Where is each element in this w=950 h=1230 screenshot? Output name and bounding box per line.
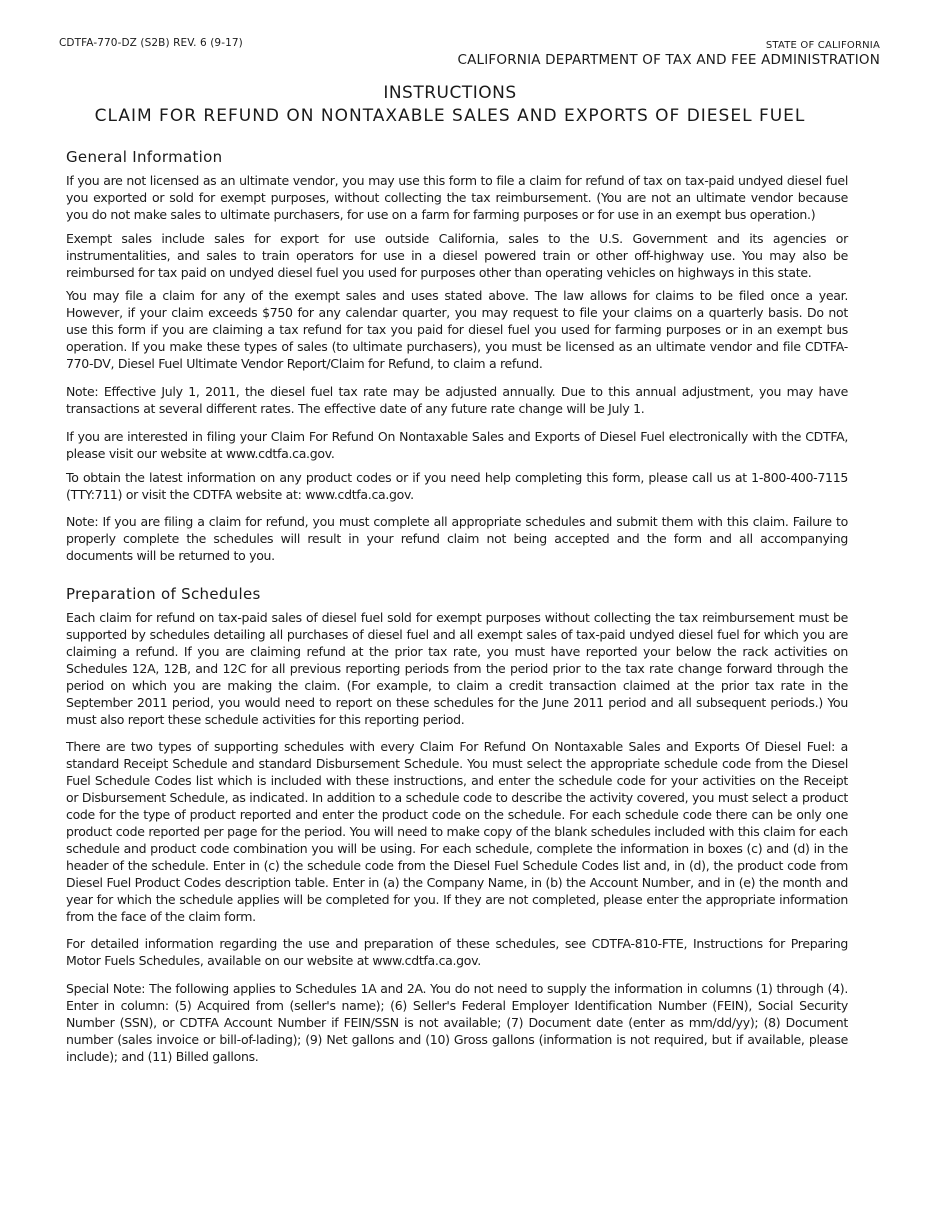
state-label: STATE OF CALIFORNIA (765, 40, 880, 51)
paragraph: If you are interested in filing your Claim For Refund On Nontaxable Sales and Exports of Diesel Fuel electronically with the CDTFA, please visit our website at www.cdtfa.ca.gov. (66, 428, 848, 461)
form-id: CDTFA-770-DZ (S2B) REV. 6 (9-17) (59, 37, 243, 49)
title-line-1: INSTRUCTIONS (383, 83, 517, 103)
paragraph: There are two types of supporting schedules with every Claim For Refund On Nontaxable Sales and Exports Of Diesel Fuel: a standard Receipt Schedule and standard Disbursement Schedule. You must select the appropriate schedule code from the Diesel Fuel Schedule Codes list which is included with these instructions, and enter the schedule code for your activities on the Receipt or Disbursement Schedule, as indicated. In addition to a schedule code to describe the activity covered, you must select a product code for the type of product reported and enter the product code on the schedule. For each schedule code there can be only one product code reported per page for the period. You will need to make copy of the blank schedules included with this claim for each schedule and product code combination you will be using. For each schedule, complete the information in boxes (c) and (d) in the header of the schedule. Enter in (c) the schedule code from the Diesel Fuel Schedule Codes list and, in (d), the product code from Diesel Fuel Product Codes description table. Enter in (a) the Company Name, in (b) the Account Number, and in (e) the month and year for which the schedule applies will be completed for you. If they are not completed, please enter the appropriate information from the face of the claim form. (66, 739, 848, 924)
paragraph: To obtain the latest information on any product codes or if you need help completing this form, please call us at 1-800-400-7115 (TTY:711) or visit the CDTFA website at: www.cdtfa.ca.gov. (66, 469, 848, 502)
section-heading: Preparation of Schedules (66, 585, 261, 604)
paragraph: You may file a claim for any of the exempt sales and uses stated above. The law allows for claims to be filed once a year. However, if your claim exceeds $750 for any calendar quarter, you may request to file your claims on a quarterly basis. Do not use this form if you are claiming a tax refund for tax you paid for diesel fuel you used for farming purposes or in an exempt bus operation. If you make these types of sales (to ultimate purchasers), you must be licensed as an ultimate vendor and file CDTFA-770-DV, Diesel Fuel Ultimate Vendor Report/Claim for Refund, to claim a refund. (66, 288, 848, 372)
section-heading: General Information (66, 148, 223, 166)
paragraph: Each claim for refund on tax-paid sales of diesel fuel sold for exempt purposes without collecting the tax reimbursement must be supported by schedules detailing all purchases of diesel fuel and all exempt sales of tax-paid undyed diesel fuel for which you are claiming a refund. If you are claiming refund at the prior tax rate, you must have reported your below the rack activities on Schedules 12A, 12B, and 12C for all previous reporting periods from the period prior to the tax rate change forward through the period on which you are making the claim. (For example, to claim a credit transaction claimed at the prior tax rate in the September 2011 period, you would need to report on these schedules for the June 2011 period and all subsequent periods.) You must also report these schedule activities for this reporting period. (66, 610, 848, 727)
general-information-section (66, 147, 848, 565)
paragraph: Exempt sales include sales for export for use outside California, sales to the U.S. Government and its agencies or instrumentalities, and sales to train operators for use in a diesel powered train or other off-highway use. You may also be reimbursed for tax paid on undyed diesel fuel you used for purposes other than operating vehicles on highways in this state. (66, 230, 848, 280)
paragraph: Note: If you are filing a claim for refund, you must complete all appropriate schedules and submit them with this claim. Failure to properly complete the schedules will result in your refund claim not being accepted and the form and all accompanying documents will be returned to you. (66, 514, 848, 564)
title-line-2: CLAIM FOR REFUND ON NONTAXABLE SALES AND EXPORTS OF DIESEL FUEL (94, 106, 806, 126)
paragraph: Special Note: The following applies to Schedules 1A and 2A. You do not need to supply the information in columns (1) through (4). Enter in column: (5) Acquired from (seller's name); (6) Seller's Federal Employer Identification Number (FEIN), Social Security Number (SSN), or CDTFA Account Number if FEIN/SSN is not available; (7) Document date (enter as mm/dd/yy); (8) Document number (sales invoice or bill-of-lading); (9) Net gallons and (10) Gross gallons (information is not required, but if available, please include); and (11) Billed gallons. (66, 981, 848, 1064)
preparation-of-schedules-section (66, 584, 848, 1066)
paragraph: If you are not licensed as an ultimate vendor, you may use this form to file a claim for refund of tax on tax-paid undyed diesel fuel you exported or sold for exempt purposes, without collecting the tax reimbursement. (You are not an ultimate vendor because you do not make sales to ultimate purchasers, for use on a farm for farming purposes or for use in an exempt bus operation.) (66, 173, 848, 222)
agency-header (457, 40, 880, 68)
paragraph: For detailed information regarding the use and preparation of these schedules, see CDTFA-810-FTE, Instructions for Preparing Motor Fuels Schedules, available on our website at www.cdtfa.ca.gov. (66, 936, 848, 969)
paragraph: Note: Effective July 1, 2011, the diesel fuel tax rate may be adjusted annually. Due to this annual adjustment, you may have transactions at several different rates. The effective date of any future rate change will be July 1. (66, 383, 848, 416)
document-title (0, 82, 900, 128)
department-label: CALIFORNIA DEPARTMENT OF TAX AND FEE ADMINISTRATION (457, 52, 880, 68)
instructions-body (66, 147, 848, 1073)
